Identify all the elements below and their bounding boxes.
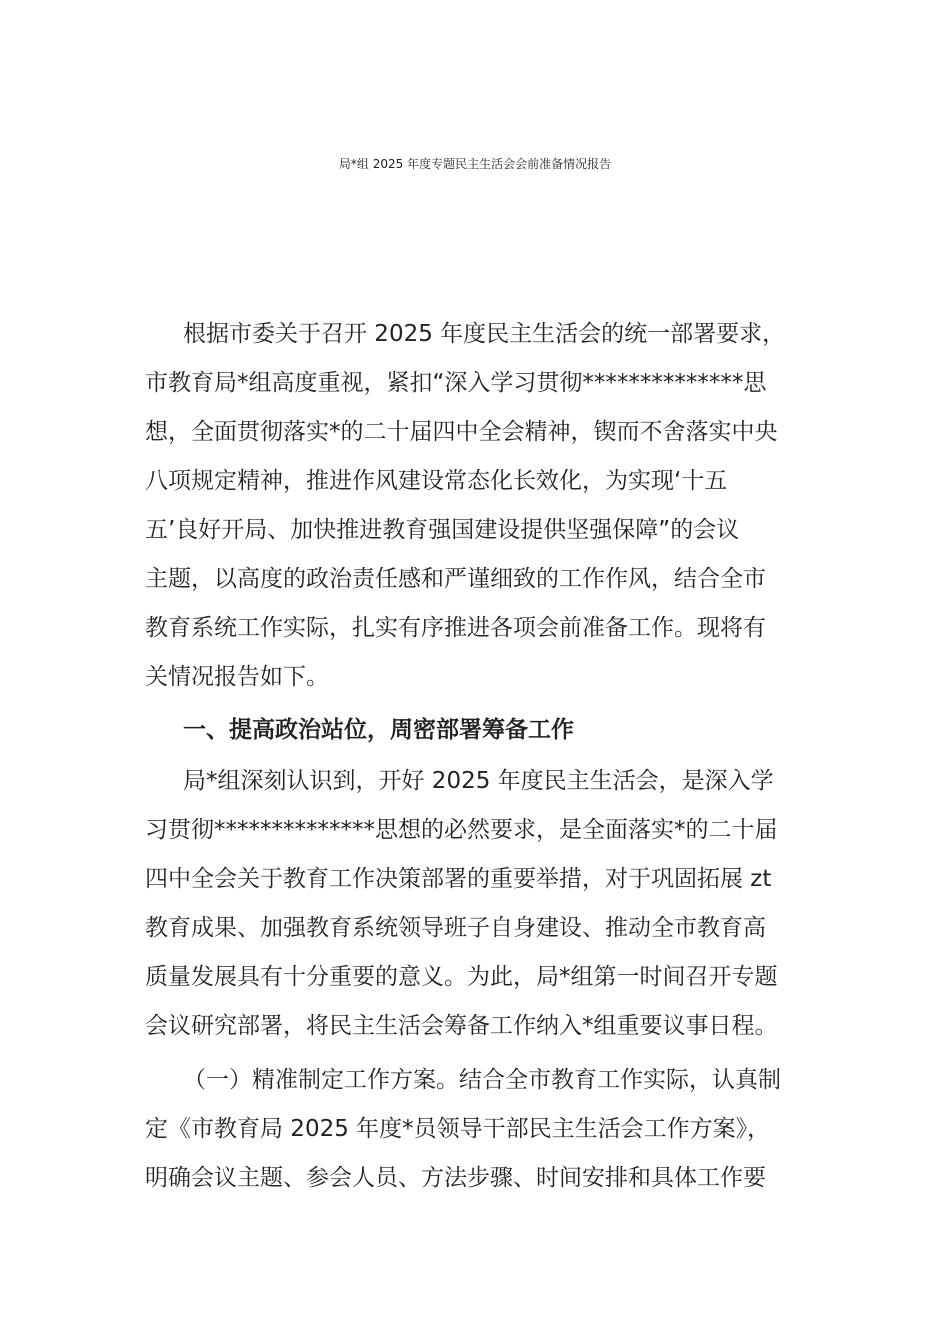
paragraph-line: 根据市委关于召开 2025 年度民主生活会的统一部署要求， <box>183 321 786 347</box>
paragraph-line: 明确会议主题、参会人员、方法步骤、时间安排和具体工作要 <box>145 1165 766 1191</box>
paragraph-line: 市教育局*组高度重视，紧扣“深入学习贯彻**************思 <box>145 370 767 396</box>
paragraph-line: 习贯彻**************思想的必然要求，是全面落实*的二十届 <box>145 817 778 843</box>
paragraph-line: 局*组深刻认识到，开好 2025 年度民主生活会，是深入学 <box>183 768 774 794</box>
paragraph-line: 八项规定精神，推进作风建设常态化长效化，为实现‘十五 <box>145 468 728 494</box>
paragraph-line: 想，全面贯彻落实*的二十届四中全会精神，锲而不舍落实中央 <box>145 419 778 445</box>
paragraph-line: 质量发展具有十分重要的意义。为此，局*组第一时间召开专题 <box>145 964 778 990</box>
paragraph-line: 会议研究部署，将民主生活会筹备工作纳入*组重要议事日程。 <box>145 1013 778 1039</box>
document-title: 局*组 2025 年度专题民主生活会会前准备情况报告 <box>338 157 612 171</box>
paragraph-line: 关情况报告如下。 <box>145 664 329 690</box>
subsection-line: （一）精准制定工作方案。结合全市教育工作实际，认真制 <box>183 1067 781 1093</box>
paragraph-line: 教育系统工作实际，扎实有序推进各项会前准备工作。现将有 <box>145 615 766 641</box>
paragraph-line: 教育成果、加强教育系统领导班子自身建设、推动全市教育高 <box>145 915 766 941</box>
paragraph-line: 定《市教育局 2025 年度*员领导干部民主生活会工作方案》， <box>145 1116 771 1142</box>
paragraph-line: 主题，以高度的政治责任感和严谨细致的工作作风，结合全市 <box>145 566 766 592</box>
section-heading: 一、提高政治站位，周密部署筹备工作 <box>183 717 574 743</box>
paragraph-line: 四中全会关于教育工作决策部署的重要举措，对于巩固拓展 zt <box>145 866 772 892</box>
paragraph-line: 五’良好开局、加快推进教育强国建设提供坚强保障”的会议 <box>145 517 740 543</box>
